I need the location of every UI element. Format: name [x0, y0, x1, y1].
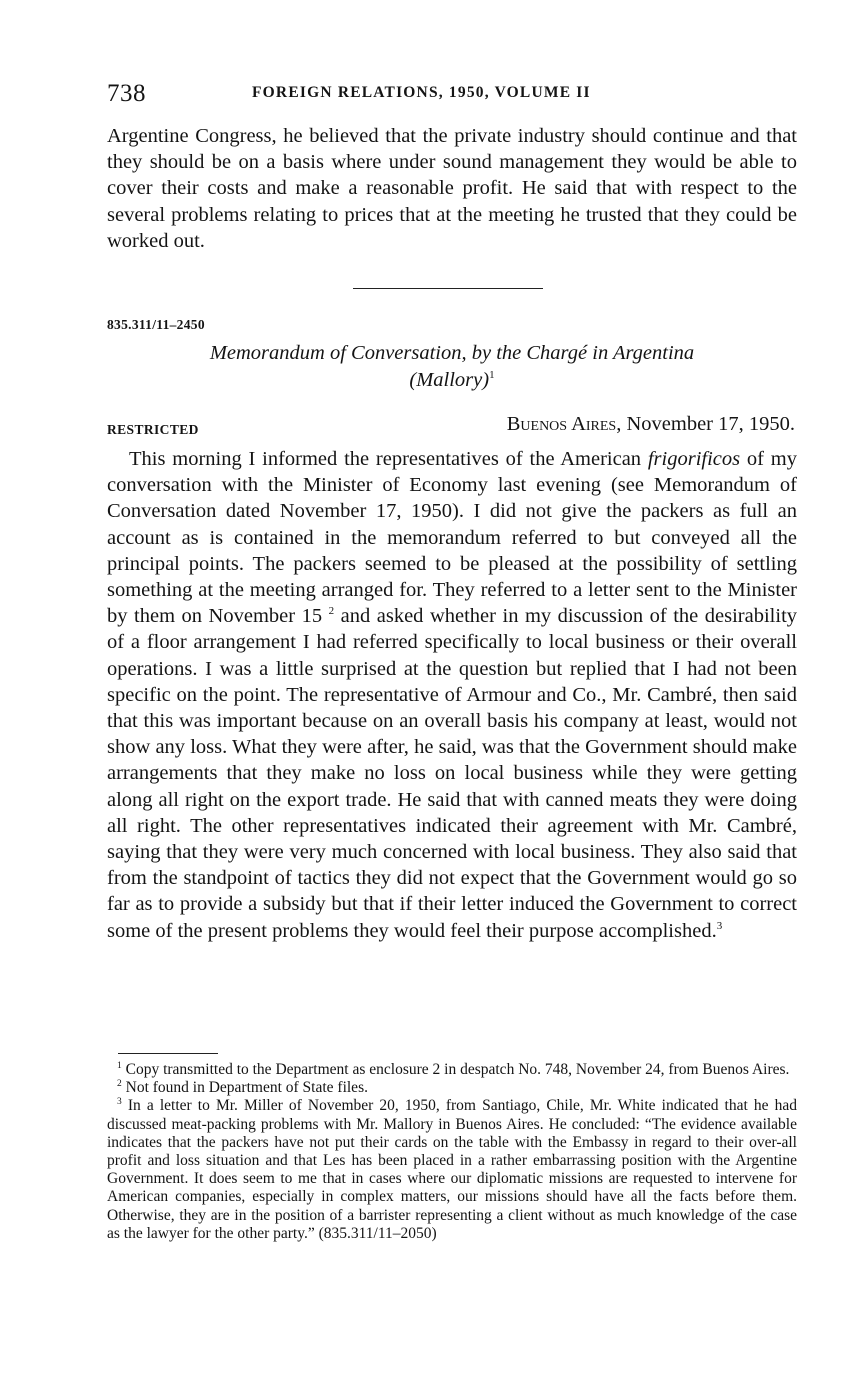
body-part-2: of my conversation with the Minister of Economy last evening (see Memorandum of Conversation dated November 17, 1950). I did not give the packers as full an account as is contained in the memorandum referred to but conveyed all the principal points. The packers seemed to be pleased at the possibility of settling something at the meeting arranged for. They referred to a letter sent to the Minister by them on November 15: [107, 448, 797, 628]
footnote-mark: 3: [117, 1097, 122, 1108]
title-footnote-ref: 1: [489, 369, 495, 382]
body-italic-term: frigorificos: [647, 448, 741, 470]
continuation-paragraph: Argentine Congress, he believed that the private industry should continue and that they should be on a basis where under sound management they would be able to cover their costs and make a reasonable profit. He said that with respect to the several problems relating to prices that at the meeting he trusted that they could be worked out.: [107, 125, 797, 252]
footnotes: [107, 1061, 797, 1243]
body-part-1: This morning I informed the representatives of the American: [129, 448, 648, 470]
section-divider: [353, 288, 543, 289]
running-title: FOREIGN RELATIONS, 1950, VOLUME II: [252, 84, 591, 101]
document-meta: [107, 413, 797, 441]
classification-label: RESTRICTED: [107, 422, 199, 437]
body-part-3: and asked whether in my discussion of the desirability of a floor arrangement I had referred specifically to local business or their overall operations. I was a little surprised at the question but replied that I had not been specific on the point. The representative of Armour and Co., Mr. Cambré, then said that this was important because on an overall basis his company at least, would not show any loss. What they were after, he said, was that the Government should make arrangements that they make no loss on local business while they were getting along all right on the export trade. He said that with canned meats they were doing all right. The other representatives indicated their agreement with Mr. Cambré, saying that they were very much concerned with local business. They also said that from the standpoint of tactics they did not expect that the Government would go so far as to provide a subsidy but that if their letter induced the Government to correct some of the present problems they would feel their purpose accomplished.: [107, 605, 798, 942]
title-line-1: Memorandum of Conversation, by the Chargé in Argentina: [209, 342, 695, 364]
dateline: [507, 413, 795, 436]
footnote-mark: 2: [117, 1079, 122, 1090]
file-number: 835.311/11–2450: [107, 317, 205, 332]
footnote-ref-2: 2: [328, 605, 335, 618]
dateline-place: Buenos Aires,: [506, 413, 622, 435]
footnote-ref-3: 3: [716, 919, 723, 932]
page-header: [107, 80, 797, 110]
footnote-divider: [118, 1053, 218, 1054]
memorandum-body: [107, 446, 797, 944]
footnote: [107, 1097, 797, 1243]
page-number: 738: [107, 80, 146, 107]
title-line-2: (Mallory): [409, 369, 490, 391]
footnote-text: Copy transmitted to the Department as enclosure 2 in despatch No. 748, November 24, from Buenos Aires.: [125, 1061, 790, 1078]
footnote-text: Not found in Department of State files.: [125, 1079, 368, 1097]
footnote-mark: 1: [117, 1060, 122, 1071]
dateline-date: November 17, 1950.: [626, 413, 795, 435]
document-title: [107, 340, 797, 394]
footnote-text: In a letter to Mr. Miller of November 20, 1950, from Santiago, Chile, Mr. White indicated that he had discussed meat-packing problems with Mr. Mallory in Buenos Aires. He concluded: “The evidence available indicates that the packers have not put their cards on the table with the Embassy in regard to their over-all profit and loss situation and that Les has been placed in a rather embarrassing position with the Argentine Government. It does seem to me that in cases where our diplomatic missions are requested to intervene for American companies, especially in complex matters, our missions should have all the facts before them. Otherwise, they are in the position of a barrister representing a client without as much knowledge of the case as the lawyer for the other party.” (835.311/11–2050): [107, 1097, 798, 1242]
footnote: [107, 1061, 797, 1079]
footnote: [107, 1079, 797, 1097]
